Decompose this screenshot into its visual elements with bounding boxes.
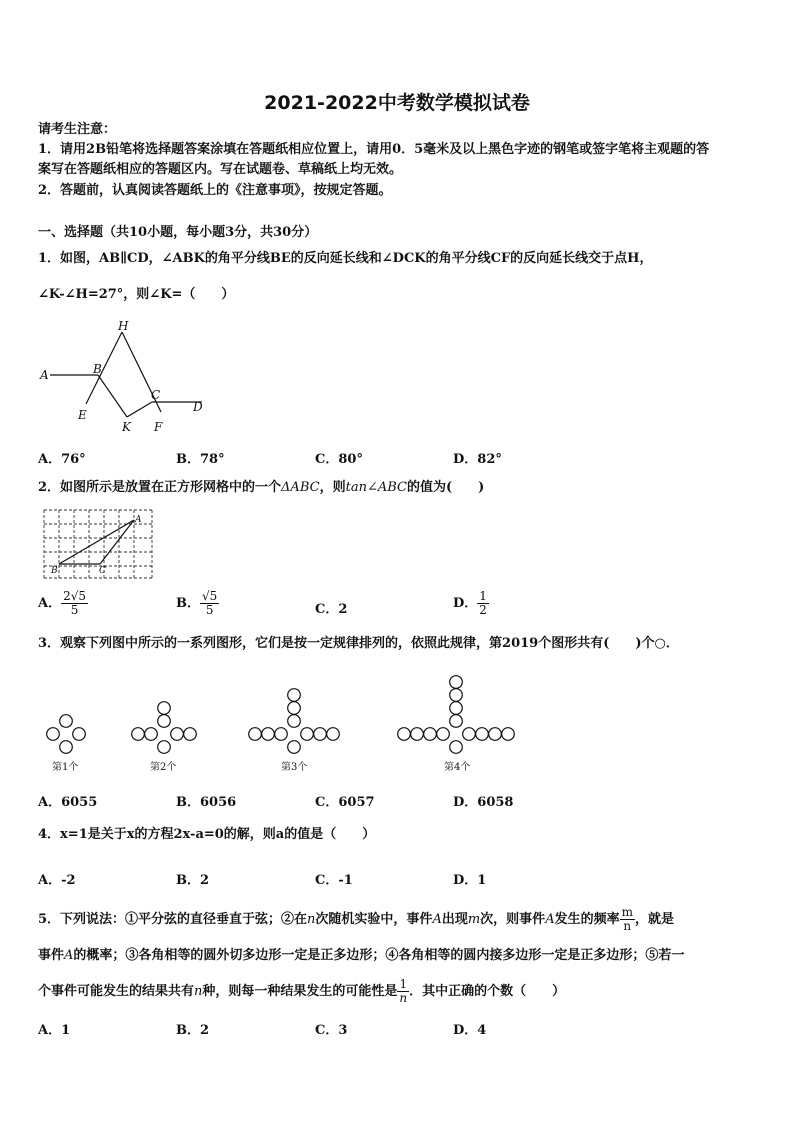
- q3-figure-3-circle: [288, 689, 301, 702]
- q2-option-a-denominator: 5: [70, 603, 79, 617]
- q5-frac2-den: n: [399, 991, 408, 1005]
- q5-option-a[interactable]: A．1: [38, 1023, 71, 1038]
- q2-grid-figure: [42, 506, 157, 582]
- q3-label-2: 第2个: [150, 762, 177, 773]
- q3-figure-1-circle: [60, 741, 73, 754]
- q3-figure-4-circle: [502, 728, 515, 741]
- q5-var-n2: n: [194, 984, 203, 999]
- q3-figure-2-circle: [132, 728, 145, 741]
- q3-figure-4-circle: [450, 676, 463, 689]
- q2-label-b: B: [51, 566, 58, 576]
- q3-figure-4-circle: [450, 741, 463, 754]
- q4-option-b[interactable]: B．2: [176, 873, 210, 888]
- q5-option-b[interactable]: B．2: [176, 1023, 210, 1038]
- q2-stem-a: 2．如图所示是放置在正方形网格中的一个: [38, 480, 282, 495]
- q1-stem-line1: 1．如图，AB∥CD，∠ABK的角平分线BE的反向延长线和∠DCK的角平分线CF的反向延长线交于点H，: [38, 251, 653, 266]
- q1-option-b[interactable]: B．78°: [176, 452, 225, 467]
- q2-option-a[interactable]: [38, 590, 88, 617]
- q3-figure-4-circle: [424, 728, 437, 741]
- q2-stem: [38, 479, 484, 497]
- q1-line-bk: [98, 375, 127, 417]
- q2-side-ba: [59, 520, 134, 564]
- q2-stem-b: ，则: [319, 480, 346, 495]
- q3-option-d[interactable]: D．6058: [453, 795, 514, 810]
- q3-figure-2-circle: [171, 728, 184, 741]
- q3-figure-2-circle: [145, 728, 158, 741]
- q1-label-k: K: [122, 420, 131, 434]
- q1-stem-line2: ∠K-∠H=27°，则∠K=（ ）: [38, 287, 235, 302]
- q5-var-a1: A: [432, 912, 442, 927]
- q3-figure-4-circle: [476, 728, 489, 741]
- q3-figure-2-circle: [158, 702, 171, 715]
- q5-line-3: [38, 978, 565, 1005]
- q1-option-a[interactable]: A．76°: [38, 452, 86, 467]
- q4-option-a[interactable]: A．-2: [38, 873, 76, 888]
- q5-var-n1: n: [307, 912, 316, 927]
- notice-line-1a: 1．请用2B铅笔将选择题答案涂填在答题纸相应位置上，请用0．5毫米及以上黑色字迹的钢笔或签字笔将主观题的答: [38, 142, 710, 157]
- q3-figure-1-circle: [60, 715, 73, 728]
- q2-tan: tan∠ABC: [345, 480, 407, 495]
- q3-option-a[interactable]: A．6055: [38, 795, 98, 810]
- q5-frac2-num: 1: [397, 978, 409, 992]
- q3-figure-3-circle: [288, 741, 301, 754]
- q2-side-ca: [100, 520, 134, 564]
- q5-line1c: 出现: [441, 912, 468, 927]
- q1-label-b: B: [93, 362, 102, 376]
- q2-option-b[interactable]: [176, 590, 219, 617]
- q5-frac1-num: m: [621, 905, 633, 919]
- q5-line-2: [38, 947, 684, 965]
- q3-figure-2-circle: [158, 715, 171, 728]
- q5-var-a3: A: [64, 948, 74, 963]
- notice-heading: 请考生注意：: [38, 122, 117, 137]
- q4-stem: 4．x=1是关于x的方程2x-a=0的解，则a的值是（ ）: [38, 827, 376, 842]
- q3-figure-1-circle: [73, 728, 86, 741]
- q5-line3b: 种，则每一种结果发生的可能性是: [202, 984, 398, 999]
- q3-label-3: 第3个: [281, 762, 308, 773]
- q2-option-d[interactable]: [453, 590, 489, 617]
- q1-line-kc: [127, 402, 152, 417]
- q1-label-e: E: [78, 408, 87, 422]
- q3-option-c[interactable]: C．6057: [315, 795, 375, 810]
- q5-line1d: 次，则事件: [480, 912, 546, 927]
- q5-line1e: 发生的频率: [554, 912, 620, 927]
- q5-fraction-1-n: [397, 978, 409, 1005]
- q3-figure-4-circle: [450, 715, 463, 728]
- q3-figure-4-circle: [450, 689, 463, 702]
- q2-option-b-label: B．: [176, 596, 200, 611]
- q3-figure-3-circle: [327, 728, 340, 741]
- q5-line2b: 的概率；③各角相等的圆外切多边形一定是正多边形；④各角相等的圆内接多边形一定是正多边形；⑤若一: [73, 948, 685, 963]
- q5-frac1-den: n: [623, 919, 632, 933]
- q3-figure-1-circle: [47, 728, 60, 741]
- q2-stem-c: 的值为( ): [406, 480, 485, 495]
- q2-option-c[interactable]: C．2: [315, 602, 348, 617]
- q3-figure-2-circle: [184, 728, 197, 741]
- notice-line-1b: 案写在答题纸相应的答题区内。写在试题卷、草稿纸上均无效。: [38, 162, 403, 177]
- q3-figure-4-circle: [411, 728, 424, 741]
- q5-line3c: ．其中正确的个数（ ）: [409, 984, 566, 999]
- q2-option-d-numerator: 1: [479, 589, 487, 603]
- q3-label-1: 第1个: [52, 762, 79, 773]
- q2-triangle: ΔABC: [281, 480, 320, 495]
- q2-option-d-denominator: 2: [479, 603, 487, 617]
- q3-option-b[interactable]: B．6056: [176, 795, 237, 810]
- q5-line2a: 事件: [38, 948, 65, 963]
- section-heading: 一、选择题（共10小题，每小题3分，共30分）: [38, 225, 318, 240]
- q3-figure-3-circle: [288, 715, 301, 728]
- q4-option-d[interactable]: D．1: [453, 873, 487, 888]
- q3-figure-4-circle: [437, 728, 450, 741]
- q3-stem: 3．观察下列图中所示的一系列图形，它们是按一定规律排列的，依照此规律，第2019个图形共有( )个○．: [38, 636, 679, 651]
- q2-label-c: C: [99, 566, 106, 576]
- q3-figure-3-circle: [288, 702, 301, 715]
- q2-option-b-denominator: 5: [205, 603, 214, 617]
- q3-label-4: 第4个: [444, 762, 471, 773]
- q5-option-c[interactable]: C．3: [315, 1023, 348, 1038]
- q5-line1f: ，就是: [634, 912, 674, 927]
- q3-figure-3-circle: [275, 728, 288, 741]
- q5-line1b: 次随机实验中，事件: [315, 912, 433, 927]
- q1-figure: [36, 318, 216, 438]
- q5-var-m1: m: [467, 912, 481, 927]
- q1-line-he: [86, 332, 122, 404]
- q3-figure-3-circle: [314, 728, 327, 741]
- q1-label-f: F: [154, 420, 163, 434]
- q1-label-a: A: [40, 368, 49, 382]
- q3-figure-3-circle: [249, 728, 262, 741]
- q3-figures: [36, 660, 536, 780]
- q5-line-1: [38, 906, 674, 933]
- q1-option-c[interactable]: C．80°: [315, 452, 363, 467]
- q3-figure-4-circle: [463, 728, 476, 741]
- q2-option-b-numerator: √5: [202, 589, 218, 603]
- q1-option-d[interactable]: D．82°: [453, 452, 502, 467]
- q1-label-c: C: [151, 388, 161, 402]
- q4-option-c[interactable]: C．-1: [315, 873, 353, 888]
- q3-circle-group: [47, 676, 515, 754]
- q3-figure-3-circle: [262, 728, 275, 741]
- q3-figure-4-circle: [450, 702, 463, 715]
- q5-line1a: 5．下列说法：①平分弦的直径垂直于弦；②在: [38, 912, 308, 927]
- q3-figure-4-circle: [489, 728, 502, 741]
- q2-option-a-numerator: 2√5: [63, 589, 87, 603]
- q3-figure-2-circle: [158, 741, 171, 754]
- q1-label-h: H: [118, 319, 129, 333]
- q3-figure-4-circle: [398, 728, 411, 741]
- q2-label-a: A: [135, 515, 142, 525]
- notice-line-2: 2．答题前，认真阅读答题纸上的《注意事项》，按规定答题。: [38, 183, 392, 198]
- q5-var-a2: A: [545, 912, 555, 927]
- q5-line3a: 个事件可能发生的结果共有: [38, 984, 195, 999]
- q3-figure-3-circle: [301, 728, 314, 741]
- q1-label-d: D: [193, 400, 203, 414]
- q5-option-d[interactable]: D．4: [453, 1023, 487, 1038]
- q5-fraction-m-n: [620, 906, 635, 933]
- q2-option-d-label: D．: [453, 596, 478, 611]
- page-title: 2021-2022中考数学模拟试卷: [264, 92, 530, 114]
- q2-option-a-label: A．: [38, 596, 62, 611]
